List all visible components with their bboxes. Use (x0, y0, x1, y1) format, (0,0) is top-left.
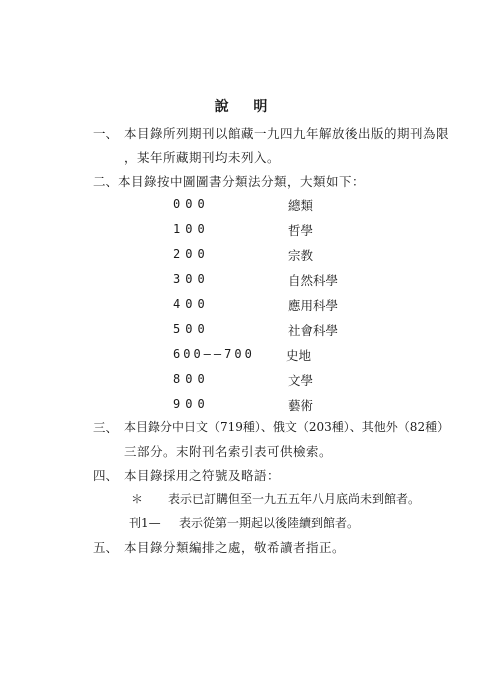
class-name: 史地 (286, 348, 312, 363)
class-code: 800 (173, 372, 210, 386)
symbol-mark: 刊1— (129, 516, 161, 530)
class-name: 藝術 (288, 398, 314, 413)
item-2-line-1: 本目錄按中圖圖書分類法分類，大類如下： (118, 174, 366, 189)
item-2-number: 二、 (93, 174, 119, 189)
class-name: 自然科學 (288, 273, 339, 288)
page-title: 說 明 (214, 99, 278, 115)
class-code: 200 (173, 247, 210, 261)
symbol-mark: ＊ (131, 492, 144, 506)
class-code: 000 (173, 197, 210, 211)
item-3-line-2: 三部分。末附刊名索引表可供檢索。 (124, 444, 333, 459)
item-4-number: 四、 (93, 468, 119, 483)
class-name: 文學 (288, 373, 314, 388)
class-code: 600——700 (173, 347, 255, 361)
item-5-line-1: 本目錄分類編排之處，敬希讀者指正。 (124, 540, 346, 555)
class-code: 900 (173, 397, 210, 411)
item-1-line-1: 本目錄所列期刊以館藏一九四九年解放後出版的期刊為限 (124, 126, 450, 141)
class-name: 應用科學 (288, 298, 339, 313)
class-name: 宗教 (288, 248, 314, 263)
class-name: 哲學 (288, 223, 314, 238)
item-3-line-1: 本目錄分中日文（719種）、俄文（203種）、其他外（82種） (124, 420, 450, 434)
class-code: 500 (173, 322, 210, 336)
class-name: 社會科學 (288, 323, 339, 338)
symbol-description: 表示從第一期起以後陸續到館者。 (179, 516, 360, 530)
class-code: 300 (173, 272, 210, 286)
item-1-number: 一、 (93, 126, 119, 141)
item-1-line-2: ，某年所藏期刊均未列入。 (124, 150, 281, 165)
class-code: 400 (173, 297, 210, 311)
item-3-number: 三、 (93, 420, 119, 435)
item-5-number: 五、 (93, 540, 119, 555)
class-name: 總類 (288, 198, 314, 213)
item-4-line-1: 本目錄採用之符號及略語： (124, 468, 281, 483)
class-code: 100 (173, 222, 210, 236)
symbol-description: 表示已訂購但至一九五五年八月底尚未到館者。 (168, 492, 421, 506)
